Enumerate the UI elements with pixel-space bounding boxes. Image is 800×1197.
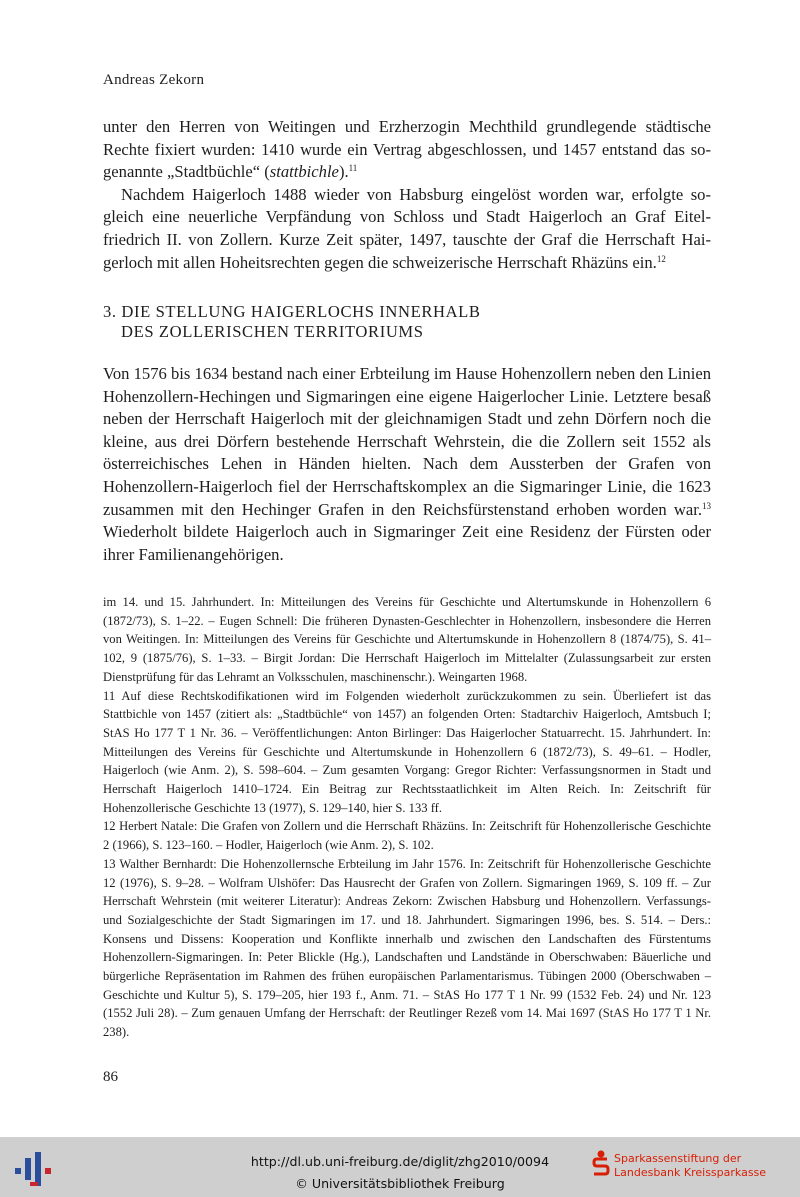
footnote-ref[interactable]: 12: [656, 253, 666, 264]
copyright-notice: © Universitätsbibliothek Freiburg: [295, 1176, 505, 1191]
section-heading: [103, 302, 663, 342]
footer-text: [200, 1151, 600, 1195]
page-number: 86: [103, 1069, 118, 1085]
paragraph-block-1: [103, 116, 711, 274]
footnote-ref[interactable]: 11: [348, 163, 358, 174]
sponsor-text: Sparkassenstiftung der Landesbank Kreissparkasse: [614, 1152, 767, 1179]
footnote-12: 12 Herbert Natale: Die Grafen von Zollern und die Herrschaft Rhäzüns. In: Zeitschrift für Hohenzollerische Geschichte 2 (1966), S. 123–160. – Hodler, Haigerloch (wie Anm. 2), S. 102.: [103, 819, 711, 853]
running-head: Andreas Zekorn: [103, 72, 205, 88]
paragraph: Von 1576 bis 1634 bestand nach einer Erbteilung im Hause Hohenzollern neben den Linien Hohenzollern-Hechingen und Sigmaringen eine eigene Haigerlocher Linie. Letztere besaß neben der Herrschaft Haigerloch mit der gleichnamigen Stadt und zehn Dörfern noch die kleine, aus drei Dörfern bestehende Herrschaft Wehrstein, die die Zollern seit 1552 als österreichisches Lehen in Händen hielten. Nach dem Aussterben der Grafen von Hohenzollern-Haigerloch fiel der Herrschaftskomplex an die Sigmaringer Linie, die 1623 zusammen mit den Hechinger Grafen in den Reichsfürstenstand erhoben worden war.$^{13}$ Wiederholt bildete Haigerloch auch in Sigmaringer Zeit eine Residenz der Fürsten oder ihrer Familienangehörigen.: [103, 364, 711, 564]
library-logo-icon: [12, 1148, 52, 1188]
footnotes: [103, 593, 711, 1042]
source-url[interactable]: http://dl.ub.uni-freiburg.de/diglit/zhg2010/0094: [250, 1154, 550, 1169]
sparkasse-icon: [592, 1150, 610, 1178]
paragraph: unter den Herren von Weitingen und Erzherzogin Mechthild grundlegende städtische Rechte fixiert wurden: 1410 wurde ein Vertrag abgeschlossen, und 1457 entstand das sogenannte „Stadtbüchle“ (stattbichle).$^{11}$: [103, 117, 711, 182]
footnote-11: 11 Auf diese Rechtskodifikationen wird im Folgenden wiederholt zurückzukommen zu sein. Überliefert ist das Stattbichle von 1457 (zitiert als: „Stadtbüchle“ von 1457) an folgenden Orten: Stadtarchiv Haigerloch, Amtsbuch I; StAS Ho 177 T 1 Nr. 36. – Veröffentlichungen: Anton Birlinger: Das Haigerlocher Statuarrecht. 15. Jahrhundert. In: Mitteilungen des Vereins für Geschichte und Altertumskunde in Hohenzollern 6 (1872/73), S. 49–61. – Hodler, Haigerloch (wie Anm. 2), S. 598–604. – Zum gesamten Vorgang: Gregor Richter: Verfassungsnormen in Stadt und Herrschaft Haigerloch 1410–1724. Ein Beitrag zur Rechtsstaatlichkeit im Alten Reich. In: Zeitschrift für Hohenzollerische Geschichte 13 (1977), S. 129–140, hier S. 133 ff.: [103, 688, 711, 815]
heading-line-1: 3. DIE STELLUNG HAIGERLOCHS INNERHALB: [103, 302, 481, 321]
sponsor-logo: [592, 1150, 800, 1186]
footnote-13: 13 Walther Bernhardt: Die Hohenzollernsche Erbteilung im Jahr 1576. In: Zeitschrift für Hohenzollerische Geschichte 12 (1976), S. 9–28. – Wolfram Ulshöfer: Das Hausrecht der Grafen von Zollern. Sigmaringen 1969, S. 109 ff. – Zur Herrschaft Wehrstein (mit weiterer Literatur): Andreas Zekorn: Zwischen Habsburg und Hohenzollern. Verfassungs- und Sozialgeschichte der Stadt Sigmaringen im 17. und 18. Jahrhundert. Sigmaringen 1996, bes. S. 514. – Ders.: Konsens und Dissens: Kooperation und Konflikte innerhalb und zwischen den Landschaften des Fürstentums Hohenzollern-Sigmaringen. In: Peter Blickle (Hg.), Landschaften und Landstände in Oberschwaben: Bäuerliche und bürgerliche Repräsentation im Rahmen des frühen europäischen Parlamentarismus. Tübingen 2000 (Oberschwaben – Geschichte und Kultur 5), S. 179–205, hier 193 f., Anm. 71. – StAS Ho 177 T 1 Nr. 99 (1532 Feb. 24) und Nr. 123 (1552 Juli 28). – Zum genauen Umfang der Herrschaft: der Reutlinger Rezeß vom 14. Mai 1697 (StAS Ho 177 T 1 Nr. 238).: [103, 856, 711, 1040]
paragraph: Nachdem Haigerloch 1488 wieder von Habsburg eingelöst worden war, erfolgte sogleich eine neuerliche Verpfändung von Schloss und Stadt Haigerloch an Graf Eitelfriedrich II. von Zollern. Kurze Zeit später, 1497, tauschte der Graf die Herrschaft Haigerloch mit allen Hoheitsrechten gegen die schweizerische Herrschaft Rhäzüns ein.$^{12}$: [103, 184, 711, 272]
footnote-ref[interactable]: 13: [702, 500, 711, 511]
paragraph-block-2: [103, 363, 711, 566]
footnote-10-continued: im 14. und 15. Jahrhundert. In: Mitteilungen des Vereins für Geschichte und Altertumskunde in Hohenzollern 6 (1872/73), S. 1–22. – Eugen Schnell: Die früheren Dynasten-Geschlechter in Hohenzollern, insbesondere die Herren von Weitingen. In: Mitteilungen des Vereins für Geschichte und Altertumskunde in Hohenzollern 8 (1874/75), S. 41–102, 9 (1875/76), S. 1–33. – Birgit Jordan: Die Herrschaft Haigerloch im Mittelalter (Zulassungsarbeit zur ersten Dienstprüfung für das Lehramt an Volksschulen, maschinenschr.). Weingarten 1968.: [103, 595, 711, 684]
heading-line-2: DES ZOLLERISCHEN TERRITORIUMS: [121, 322, 424, 341]
footer-bar: [0, 1137, 800, 1197]
